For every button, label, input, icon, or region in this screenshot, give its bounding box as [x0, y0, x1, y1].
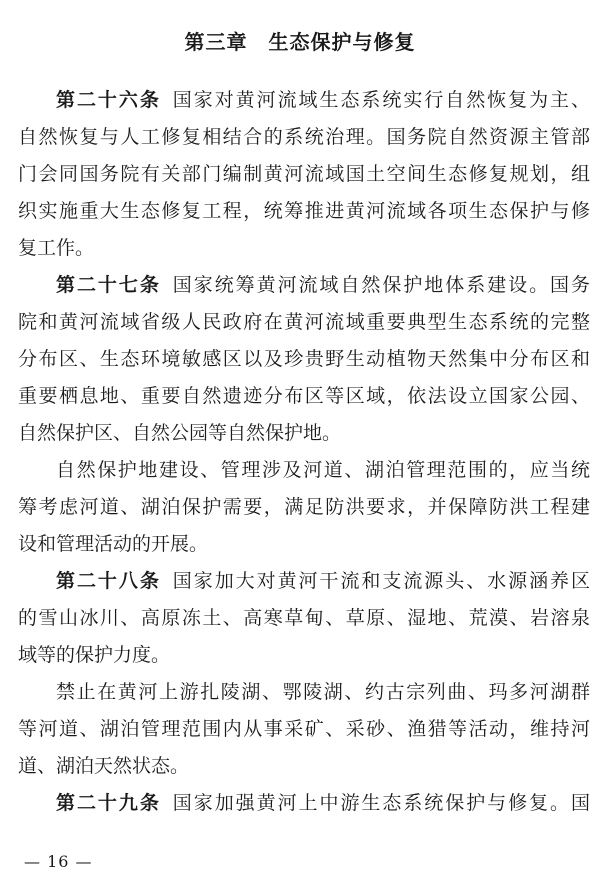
article-label: 第二十九条	[56, 792, 161, 814]
chapter-title: 第三章 生态保护与修复	[184, 30, 416, 54]
line-text: 国家加强黄河上中游生态系统保护与修复。国	[172, 792, 590, 814]
line-text: 自然保护地建设、管理涉及河道、湖泊管理范围的，应当统	[56, 459, 590, 481]
line-text: 道、湖泊天然状态。	[18, 755, 190, 777]
line-text: 国家加大对黄河干流和支流源头、水源涵养区	[172, 570, 590, 592]
text-line	[18, 563, 590, 600]
paragraph	[18, 452, 590, 563]
text-line	[18, 452, 590, 489]
text-line	[18, 526, 590, 563]
line-text: 织实施重大生态修复工程，统筹推进黄河流域各项生态保护与修	[18, 200, 590, 222]
line-text: 院和黄河流域省级人民政府在黄河流域重要典型生态系统的完整	[18, 311, 590, 333]
line-text: 禁止在黄河上游扎陵湖、鄂陵湖、约古宗列曲、玛多河湖群	[56, 681, 590, 703]
text-line	[18, 82, 590, 119]
paragraph	[18, 674, 590, 785]
paragraph	[18, 563, 590, 674]
line-text: 国家统筹黄河流域自然保护地体系建设。国务	[172, 274, 590, 296]
article-label: 第二十七条	[56, 274, 161, 296]
text-line	[18, 193, 590, 230]
text-line	[18, 119, 590, 156]
text-line	[18, 785, 590, 822]
text-line	[18, 156, 590, 193]
line-text: 自然保护区、自然公园等自然保护地。	[18, 422, 342, 444]
text-line	[18, 230, 590, 267]
line-text: 设和管理活动的开展。	[18, 533, 209, 555]
line-text: 等河道、湖泊管理范围内从事采矿、采砂、渔猎等活动，维持河	[18, 718, 590, 740]
line-text: 国家对黄河流域生态系统实行自然恢复为主、	[172, 89, 590, 111]
text-line	[18, 674, 590, 711]
article-label: 第二十六条	[56, 89, 161, 111]
line-text: 门会同国务院有关部门编制黄河流域国土空间生态修复规划，组	[18, 163, 590, 185]
text-line	[18, 267, 590, 304]
text-line	[18, 415, 590, 452]
text-line	[18, 600, 590, 637]
text-line	[18, 341, 590, 378]
line-text: 筹考虑河道、湖泊保护需要，满足防洪要求，并保障防洪工程建	[18, 496, 590, 518]
text-line	[18, 637, 590, 674]
article-label: 第二十八条	[56, 570, 161, 592]
line-text: 的雪山冰川、高原冻土、高寒草甸、草原、湿地、荒漠、岩溶泉	[18, 607, 590, 629]
line-text: 复工作。	[18, 237, 95, 259]
line-text: 重要栖息地、重要自然遗迹分布区等区域，依法设立国家公园、	[18, 385, 590, 407]
page-number: — 16 —	[24, 852, 93, 871]
text-line	[18, 378, 590, 415]
line-text: 域等的保护力度。	[18, 644, 171, 666]
text-line	[18, 489, 590, 526]
text-line	[18, 304, 590, 341]
text-line	[18, 711, 590, 748]
paragraph	[18, 82, 590, 267]
line-text: 自然恢复与人工修复相结合的系统治理。国务院自然资源主管部	[18, 126, 590, 148]
line-text: 分布区、生态环境敏感区以及珍贵野生动植物天然集中分布区和	[18, 348, 590, 370]
paragraph	[18, 785, 590, 822]
document-body	[18, 82, 590, 822]
text-line	[18, 748, 590, 785]
paragraph	[18, 267, 590, 452]
